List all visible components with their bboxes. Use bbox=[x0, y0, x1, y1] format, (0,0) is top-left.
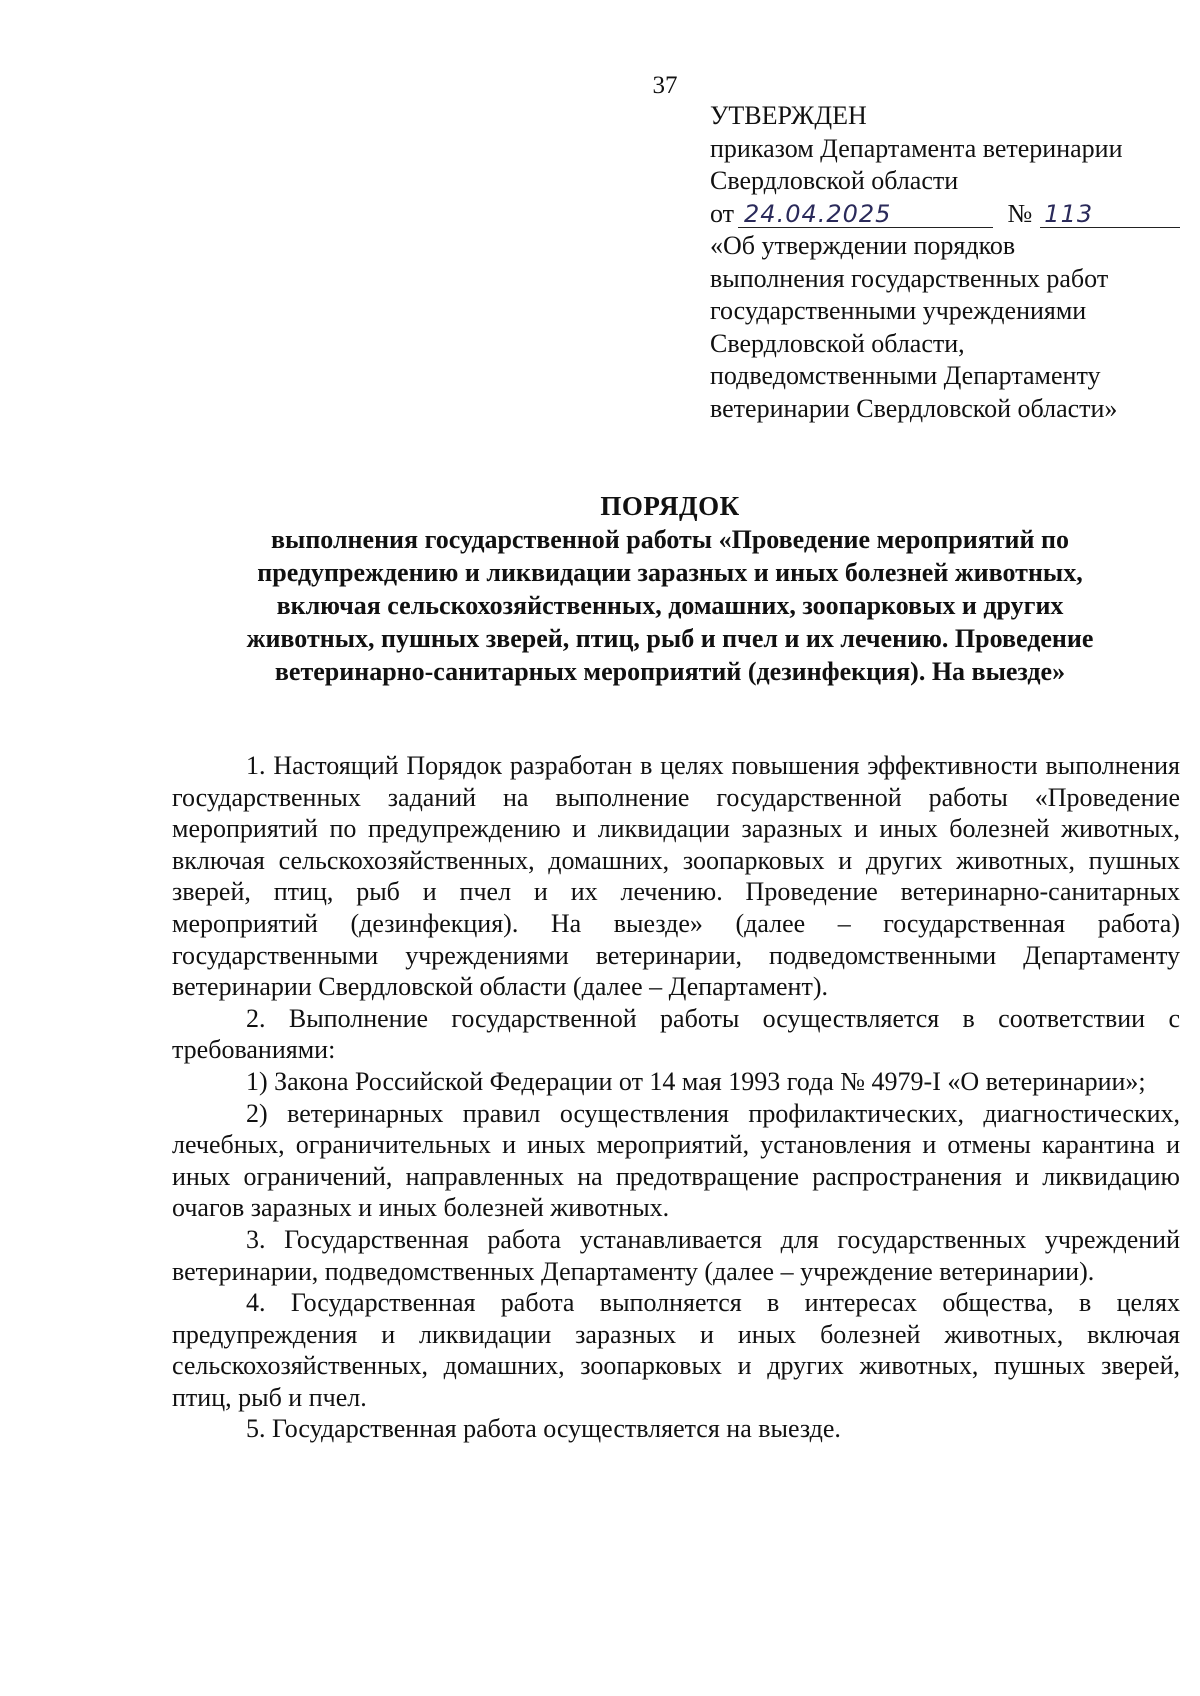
approval-line-1: приказом Департамента ветеринарии bbox=[710, 133, 1123, 163]
number-label: № bbox=[1007, 198, 1033, 228]
document-body bbox=[172, 750, 1180, 1445]
page-number: 37 bbox=[652, 72, 678, 99]
order-title-line: Свердловской области, bbox=[710, 328, 965, 358]
heading-line: включая сельскохозяйственных, домашних, зоопарковых и других bbox=[276, 591, 1064, 620]
heading-line: ветеринарно-санитарных мероприятий (дезинфекция). На выезде» bbox=[274, 657, 1066, 686]
handwritten-date: 24.04.2025 bbox=[738, 201, 993, 228]
heading-title: ПОРЯДОК bbox=[600, 491, 740, 521]
paragraph-2-item-1: 1) Закона Российской Федерации от 14 мая 1993 года № 4979-I «О ветеринарии»; bbox=[246, 1066, 1146, 1096]
handwritten-number: 113 bbox=[1040, 201, 1180, 228]
heading-line: выполнения государственной работы «Проведение мероприятий по bbox=[270, 525, 1069, 554]
order-title-line: подведомственными Департаменту bbox=[710, 361, 1101, 390]
document-heading bbox=[150, 490, 1190, 688]
paragraph-2: 2. Выполнение государственной работы осуществляется в соответствии с требованиями: bbox=[172, 1003, 1180, 1065]
approval-block bbox=[710, 100, 1180, 425]
order-title-line: «Об утверждении порядков bbox=[710, 231, 1016, 260]
order-title-line: ветеринарии Свердловской области» bbox=[710, 393, 1118, 423]
from-label: от bbox=[710, 198, 735, 228]
paragraph-3: 3. Государственная работа устанавливается для государственных учреждений ветеринарии, подведомственных Департаменту (далее – учреждение ветеринарии). bbox=[172, 1224, 1180, 1286]
paragraph-4: 4. Государственная работа выполняется в интересах общества, в целях предупреждения и ликвидации заразных и иных болезней животных, включая сельскохозяйственных, домашних, зоопарковых и других животных, пушных зверей, птиц, рыб и пчел. bbox=[172, 1288, 1180, 1412]
paragraph-1: 1. Настоящий Порядок разработан в целях повышения эффективности выполнения государственных заданий на выполнение государственной работы «Проведение мероприятий по предупреждению и ликвидации заразных и иных болезней животных, включая сельскохозяйственных, домашних, зоопарковых и других животных, пушных зверей, птиц, рыб и пчел и их лечению. Проведение ветеринарно-санитарных мероприятий (дезинфекция). На выезде» (далее – государственная работа) государственными учреждениями ветеринарии, подведомственными Департаменту ветеринарии Свердловской области (далее – Департамент). bbox=[172, 751, 1180, 1002]
date-number-row bbox=[710, 198, 1180, 231]
paragraph-5: 5. Государственная работа осуществляется на выезде. bbox=[246, 1414, 841, 1444]
order-title-line: выполнения государственных работ bbox=[710, 263, 1109, 293]
approved-label: УТВЕРЖДЕН bbox=[710, 101, 867, 130]
approval-line-2: Свердловской области bbox=[710, 166, 959, 195]
order-title-line: государственными учреждениями bbox=[710, 296, 1087, 325]
heading-line: животных, пушных зверей, птиц, рыб и пчел и их лечению. Проведение bbox=[246, 624, 1094, 653]
paragraph-2-item-2: 2) ветеринарных правил осуществления профилактических, диагностических, лечебных, ограничительных и иных мероприятий, установления и отмены карантина и иных ограничений, направленных на предотвращение распространения и ликвидацию очагов заразных и иных болезней животных. bbox=[172, 1098, 1180, 1223]
heading-line: предупреждению и ликвидации заразных и иных болезней животных, bbox=[257, 558, 1083, 587]
